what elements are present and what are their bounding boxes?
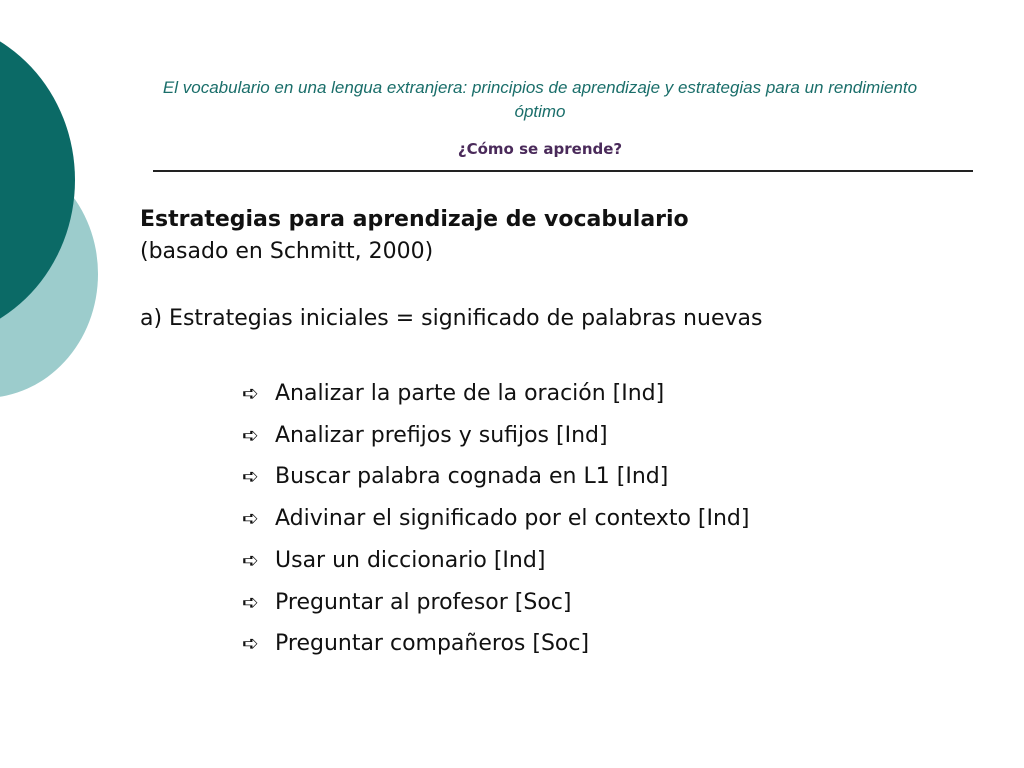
right-arrow-icon: ➪ xyxy=(242,631,259,656)
right-arrow-icon: ➪ xyxy=(242,422,259,447)
right-arrow-icon: ➪ xyxy=(242,506,259,531)
list-item xyxy=(242,373,762,415)
list-item-text: Analizar prefijos y sufijos [Ind] xyxy=(275,422,608,448)
slide-header-title: El vocabulario en una lengua extranjera: principios de aprendizaje y estrategias para un rendimiento óptimo xyxy=(162,78,918,121)
slide-header-subtitle: ¿Cómo se aprende? xyxy=(457,140,623,158)
list-item xyxy=(242,456,762,498)
header-divider xyxy=(153,170,973,172)
list-item xyxy=(242,540,762,582)
content-subheading: a) Estrategias iniciales = significado de palabras nuevas xyxy=(140,306,763,331)
content-heading: Estrategias para aprendizaje de vocabulario xyxy=(140,207,689,232)
list-item-text: Buscar palabra cognada en L1 [Ind] xyxy=(275,464,669,490)
list-item-text: Preguntar al profesor [Soc] xyxy=(275,589,572,615)
list-item xyxy=(242,582,762,624)
list-item-text: Preguntar compañeros [Soc] xyxy=(275,631,590,657)
slide-content xyxy=(140,204,762,665)
content-source: (basado en Schmitt, 2000) xyxy=(140,239,434,264)
list-item xyxy=(242,498,762,540)
right-arrow-icon: ➪ xyxy=(242,589,259,614)
right-arrow-icon: ➪ xyxy=(242,381,259,405)
list-item xyxy=(242,623,762,665)
list-item-text: Adivinar el significado por el contexto [Ind] xyxy=(275,506,750,532)
list-item-text: Analizar la parte de la oración [Ind] xyxy=(275,381,665,406)
right-arrow-icon: ➪ xyxy=(242,464,259,489)
list-item xyxy=(242,415,762,457)
right-arrow-icon: ➪ xyxy=(242,547,259,572)
strategy-list xyxy=(242,373,762,665)
list-item-text: Usar un diccionario [Ind] xyxy=(275,547,546,573)
